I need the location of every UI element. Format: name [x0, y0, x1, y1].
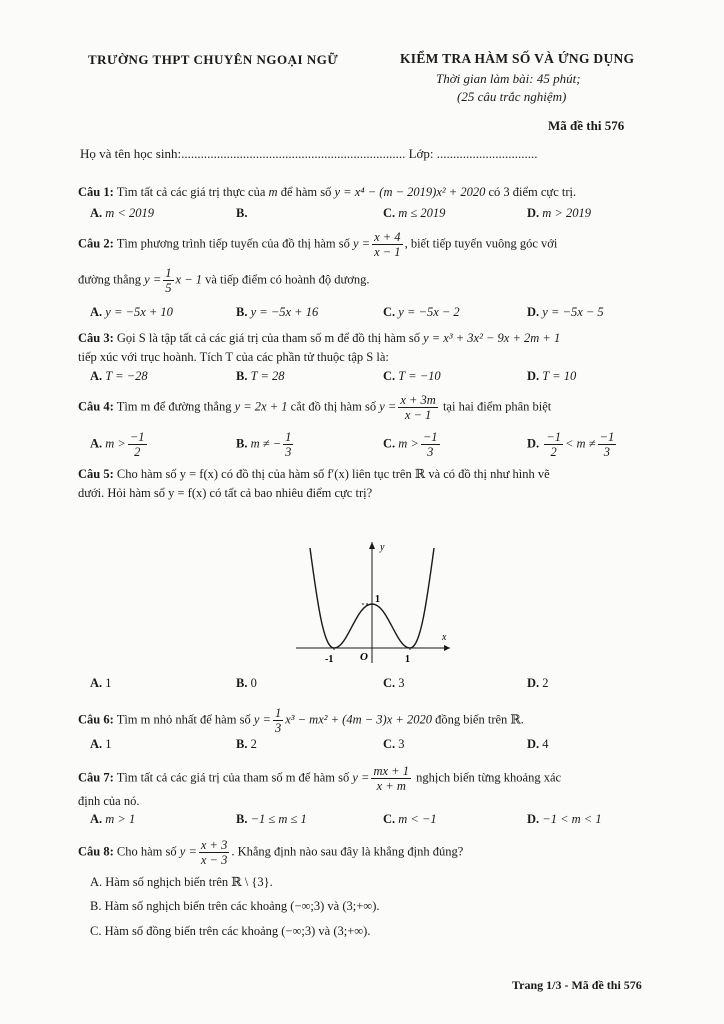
x-tick-label-one: 1 [405, 654, 410, 665]
q8-option-a: A. Hàm số nghịch biến trên ℝ \ {3}. [90, 875, 273, 889]
fraction: $\frac{x + 4}{x - 1}$ [374, 230, 401, 259]
q4-option-c: C. m > $\frac{-1}{3}$ [383, 430, 438, 459]
question-text: , biết tiếp tuyến vuông góc với [404, 236, 558, 251]
q6-option-a: A. 1 [90, 737, 112, 751]
exam-time: Thời gian làm bài: 45 phút; [436, 71, 581, 86]
y-tick-label: 1 [375, 594, 380, 605]
q3-option-a: A. T = −28 [90, 369, 148, 383]
question-2: Câu 2: Tìm phương trình tiếp tuyến của đồ thị hàm số y = $\frac{x + 4}{x - 1}$ , biết tiếp tuyến vuông góc với [78, 230, 558, 259]
question-text: Gọi S là tập tất cả các giá trị của tham số m để đồ thị hàm số [116, 331, 420, 345]
q2-option-b: B. y = −5x + 16 [236, 305, 319, 319]
q7-option-b: B. −1 ≤ m ≤ 1 [236, 812, 307, 826]
question-text: Cho hàm số y = f(x) có đồ thị của hàm số f′(x) liên tục trên ℝ và có đồ thị như hình vẽ [116, 467, 550, 481]
question-4: Câu 4: Tìm m để đường thẳng y = 2x + 1 cắt đồ thị hàm số y = $\frac{x + 3m}{x - 1}$ tại hai điểm phân biệt [78, 393, 552, 422]
q4-option-b: B. m ≠ − $\frac{1}{3}$ [236, 430, 292, 459]
exam-title: KIỂM TRA HÀM SỐ VÀ ỨNG DỤNG [400, 51, 635, 66]
q4-option-a: A. m > $\frac{-1}{2}$ [90, 430, 145, 459]
student-name-field: Họ và tên học sinh:..................................................................... [80, 146, 406, 161]
question-label: Câu 3: [78, 331, 114, 345]
q2-option-c: C. y = −5x − 2 [383, 305, 460, 319]
q1-option-b: B. [236, 206, 248, 220]
question-5-line-2: dưới. Hỏi hàm số y = f(x) có tất cả bao nhiêu điểm cực trị? [78, 486, 373, 500]
question-1 [78, 185, 576, 200]
q2-option-d: D. y = −5x − 5 [527, 305, 604, 319]
q3-option-b: B. T = 28 [236, 369, 285, 383]
q6-option-b: B. 2 [236, 737, 257, 751]
student-info-line [80, 146, 538, 162]
q5-option-c: C. 3 [383, 676, 405, 690]
question-label: Câu 2: [78, 236, 114, 251]
x-axis-arrow [444, 645, 450, 651]
question-label: Câu 1: [78, 185, 114, 199]
student-class-field: Lớp: ............................... [408, 146, 538, 161]
q6-option-d: D. 4 [527, 737, 549, 751]
question-label: Câu 5: [78, 467, 114, 481]
page-footer: Trang 1/3 - Mã đề thi 576 [512, 978, 642, 992]
q8-option-b: B. Hàm số nghịch biến trên các khoảng (−∞;3) và (3;+∞). [90, 899, 380, 913]
question-text: Tìm tất cả các giá trị thực của [116, 185, 266, 199]
question-text: có 3 điểm cực trị. [488, 185, 577, 199]
q5-option-a: A. 1 [90, 676, 112, 690]
q1-option-a: A. m < 2019 [90, 206, 154, 220]
school-name: TRƯỜNG THPT CHUYÊN NGOẠI NGỮ [88, 52, 339, 67]
question-count: (25 câu trắc nghiệm) [457, 89, 567, 104]
q6-option-c: C. 3 [383, 737, 405, 751]
question-text: Tìm phương trình tiếp tuyến của đồ thị hàm số [116, 236, 350, 251]
math-var: m [268, 185, 278, 199]
question-label: Câu 6: [78, 712, 114, 727]
question-text: để hàm số [280, 185, 332, 199]
q1-option-d: D. m > 2019 [527, 206, 591, 220]
q4-option-d: D. $\frac{-1}{2}$ < m ≠ $\frac{-1}{3}$ [527, 430, 615, 459]
q5-option-b: B. 0 [236, 676, 257, 690]
question-7: Câu 7: Tìm tất cả các giá trị của tham số m để hàm số y = $\frac{mx + 1}{x + m}$ nghịch biến từng khoảng xác [78, 764, 562, 793]
question-2-line-2: đường thẳng y = $\frac{1}{5}$ x − 1 và tiếp điểm có hoành độ dương. [78, 266, 370, 295]
q7-option-d: D. −1 < m < 1 [527, 812, 602, 826]
fraction: $\frac{x + 3m}{x - 1}$ [400, 393, 436, 422]
y-axis-label: y [380, 542, 385, 553]
q8-option-c: C. Hàm số đồng biến trên các khoảng (−∞;3) và (3;+∞). [90, 924, 371, 938]
y-axis-arrow [369, 542, 375, 549]
question-label: Câu 4: [78, 399, 114, 414]
derivative-graph [296, 538, 456, 666]
x-tick-label-neg-one: -1 [325, 654, 334, 665]
formula: y = x⁴ − (m − 2019)x² + 2020 [334, 185, 486, 199]
q1-option-c: C. m ≤ 2019 [383, 206, 446, 220]
fraction: $\frac{1}{5}$ [165, 266, 172, 295]
question-6: Câu 6: Tìm m nhỏ nhất để hàm số y = $\frac{1}{3}$ x³ − mx² + (4m − 3)x + 2020 đồng biến trên ℝ. [78, 706, 524, 735]
exam-code: Mã đề thi 576 [548, 118, 625, 133]
q3-option-d: D. T = 10 [527, 369, 577, 383]
q7-option-a: A. m > 1 [90, 812, 136, 826]
question-label: Câu 7: [78, 770, 114, 785]
x-axis-label: x [442, 632, 447, 643]
question-3-line-2: tiếp xúc với trục hoành. Tích T của các phần tử thuộc tập S là: [78, 350, 389, 364]
question-3 [78, 331, 560, 346]
question-7-line-2: định của nó. [78, 794, 140, 808]
question-5 [78, 466, 550, 482]
origin-label: O [360, 651, 368, 663]
q2-option-a: A. y = −5x + 10 [90, 305, 173, 319]
question-label: Câu 8: [78, 844, 114, 859]
formula: y = x³ + 3x² − 9x + 2m + 1 [423, 331, 561, 345]
q3-option-c: C. T = −10 [383, 369, 441, 383]
question-8: Câu 8: Cho hàm số y = $\frac{x + 3}{x - 3}$ . Khẳng định nào sau đây là khẳng định đúng? [78, 838, 464, 867]
q5-option-d: D. 2 [527, 676, 549, 690]
q7-option-c: C. m < −1 [383, 812, 437, 826]
